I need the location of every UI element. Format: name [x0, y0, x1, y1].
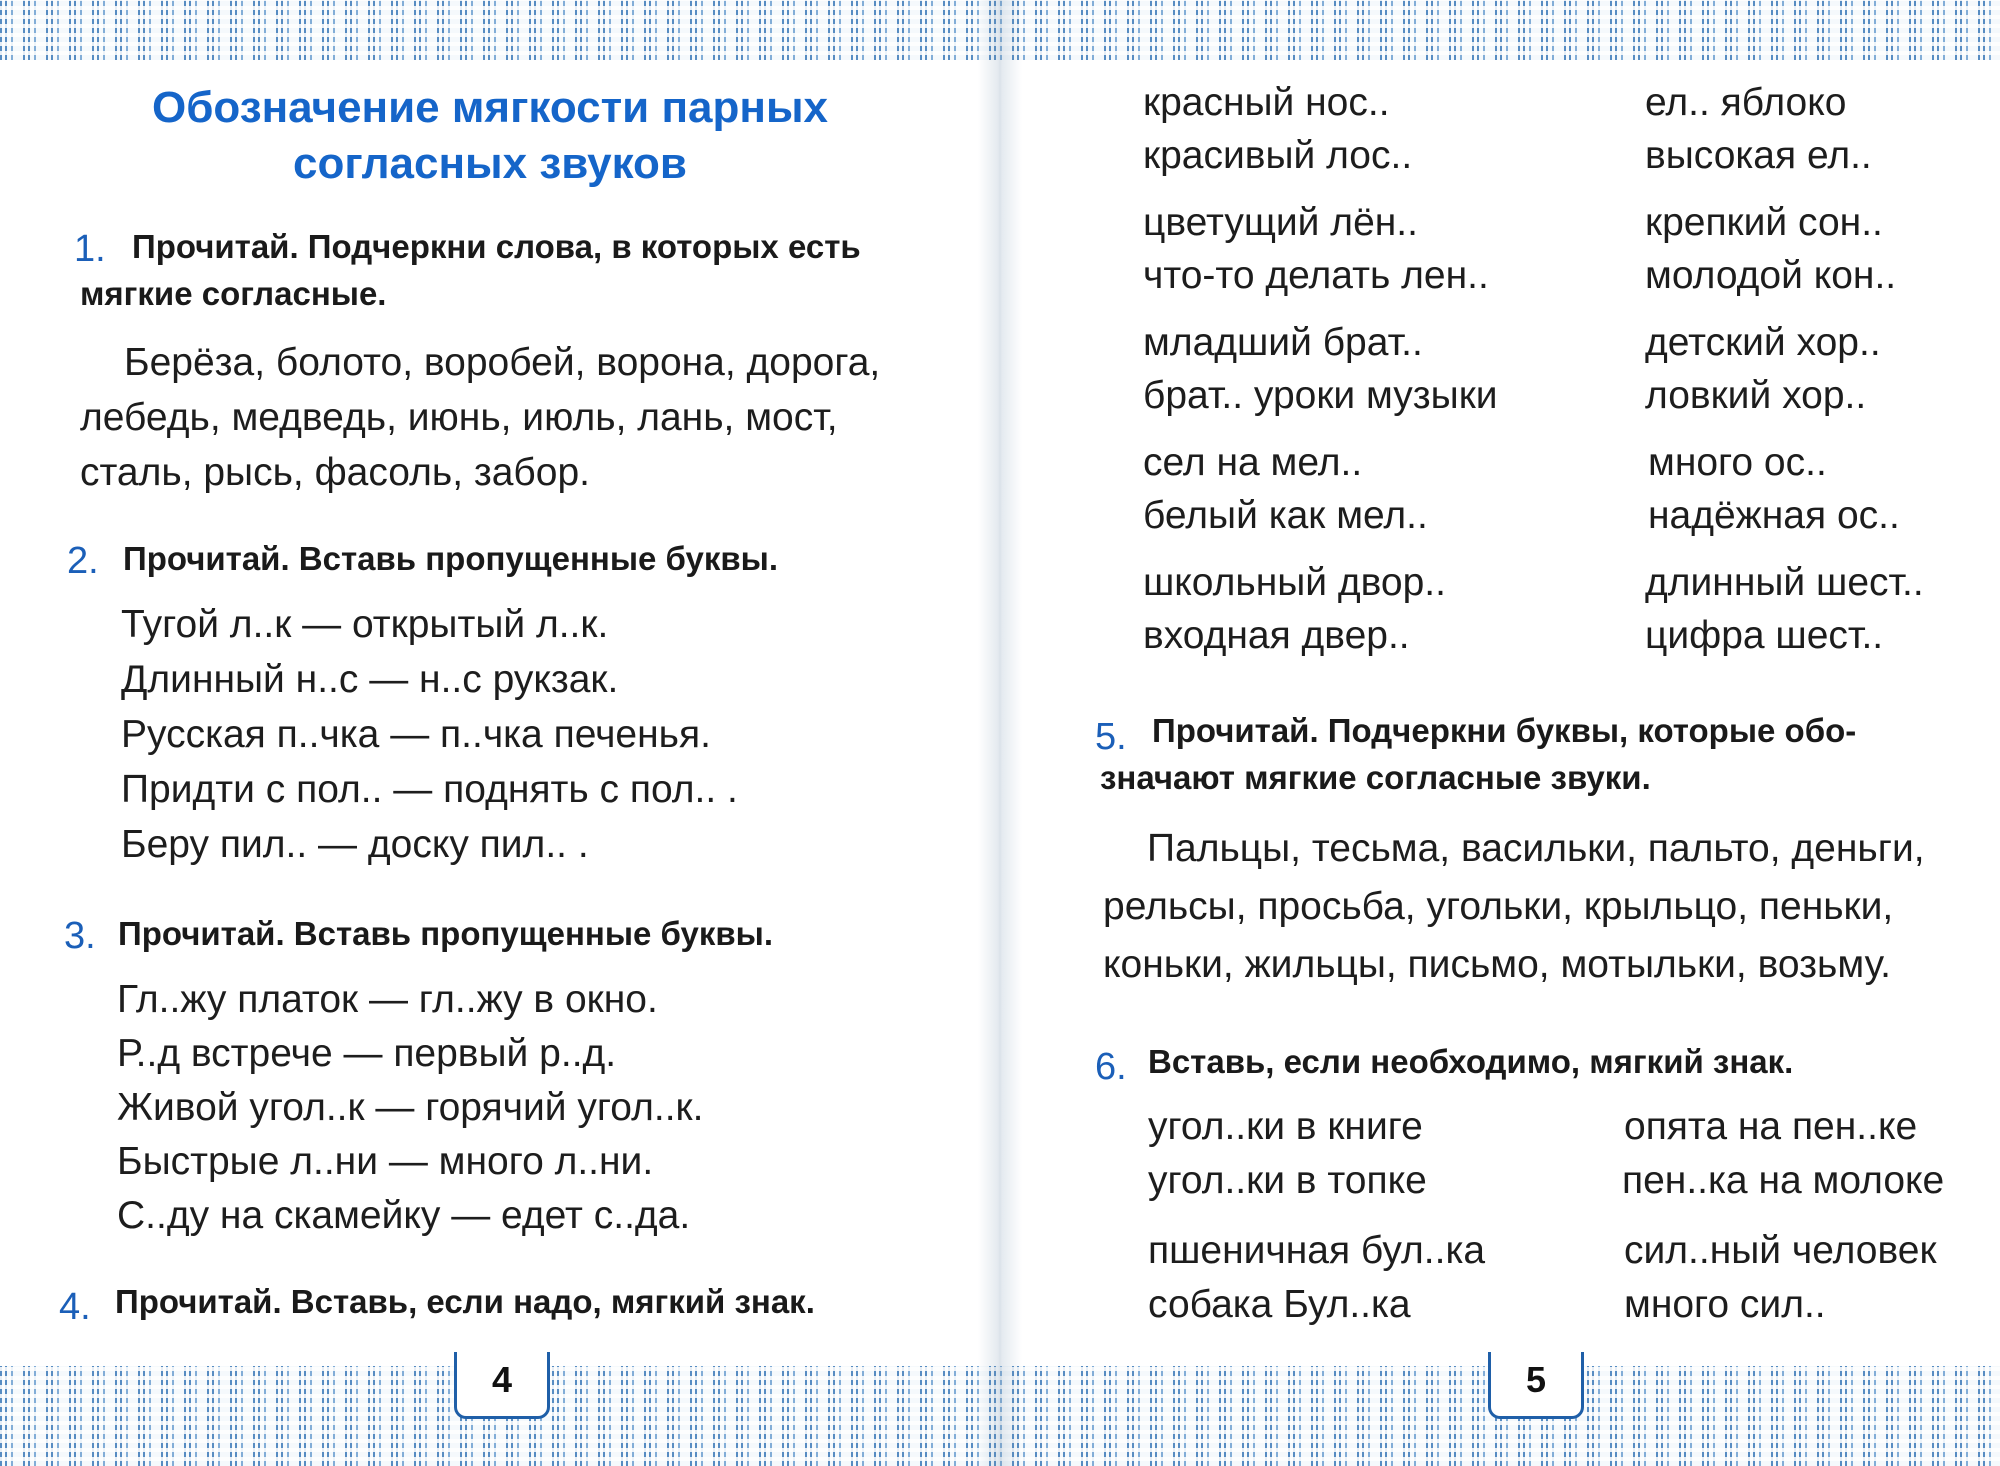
task-4-number: 4.: [59, 1286, 91, 1328]
task-5-text-line: рельсы, просьба, угольки, крыльцо, пеньки,: [1103, 885, 1894, 928]
task-3-line: Р..д встрече — первый р..д.: [117, 1032, 617, 1075]
task-2-line: Придти с пол.. — поднять с пол.. .: [121, 768, 738, 811]
task-5-text-line: коньки, жильцы, письмо, мотыльки, возьму.: [1103, 943, 1891, 986]
page-number-left: 4: [454, 1352, 550, 1419]
task-2-line: Русская п..чка — п..чка печенья.: [121, 713, 711, 756]
pair-right-word: высокая ел..: [1645, 134, 1872, 177]
pair-right-word: ловкий хор..: [1645, 374, 1867, 417]
task-5-text-line: Пальцы, тесьма, васильки, пальто, деньги,: [1147, 827, 1925, 870]
pair-left-word: цветущий лён..: [1143, 201, 1418, 244]
pair-right-word: детский хор..: [1645, 321, 1881, 364]
pair-left-word: сел на мел..: [1143, 441, 1363, 484]
task-6-right-word: много сил..: [1624, 1283, 1826, 1326]
task-1-text-line: лебедь, медведь, июнь, июль, лань, мост,: [80, 396, 838, 439]
task-3-line: С..ду на скамейку — едет с..да.: [117, 1194, 691, 1237]
task-2-line: Беру пил.. — доску пил.. .: [121, 823, 589, 866]
task-2-line: Тугой л..к — открытый л..к.: [121, 603, 609, 646]
task-1-instr-line1: Прочитай. Подчеркни слова, в которых есть: [132, 228, 861, 265]
title-line-1: Обозначение мягкости парных: [152, 83, 828, 132]
task-2-line: Длинный н..с — н..с рукзак.: [121, 658, 619, 701]
pair-left-word: что-то делать лен..: [1143, 254, 1489, 297]
task-6-number: 6.: [1095, 1046, 1127, 1088]
task-6-right-word: опята на пен..ке: [1624, 1105, 1918, 1148]
task-3-instruction: Прочитай. Вставь пропущенные буквы.: [118, 915, 773, 952]
task-6-left-word: угол..ки в топке: [1148, 1159, 1427, 1202]
page-title: [100, 80, 880, 192]
pair-right-word: молодой кон..: [1645, 254, 1897, 297]
task-2-number: 2.: [67, 540, 99, 582]
task-1-number: 1.: [74, 228, 106, 270]
pair-right-word: надёжная ос..: [1648, 494, 1900, 537]
pair-right-word: цифра шест..: [1645, 614, 1884, 657]
task-3-number: 3.: [64, 915, 96, 957]
pair-left-word: красный нос..: [1143, 81, 1390, 124]
task-4-instruction: Прочитай. Вставь, если надо, мягкий знак.: [115, 1283, 815, 1320]
pair-left-word: школьный двор..: [1143, 561, 1446, 604]
task-6-right-word: сил..ный человек: [1624, 1229, 1937, 1272]
pair-right-word: много ос..: [1648, 441, 1827, 484]
task-5-number: 5.: [1095, 716, 1127, 758]
task-3-line: Гл..жу платок — гл..жу в окно.: [117, 978, 658, 1021]
book-spine: [978, 0, 1022, 1466]
task-3-line: Быстрые л..ни — много л..ни.: [117, 1140, 654, 1183]
task-5-instr-line2: значают мягкие согласные звуки.: [1100, 759, 1651, 796]
task-6-instruction: Вставь, если необходимо, мягкий знак.: [1148, 1043, 1794, 1080]
task-6-left-word: пшеничная бул..ка: [1148, 1229, 1486, 1272]
task-5-instr-line1: Прочитай. Подчеркни буквы, которые обо-: [1152, 712, 1857, 749]
task-1-instruction: [80, 223, 960, 317]
task-2-instruction: Прочитай. Вставь пропущенные буквы.: [123, 540, 778, 577]
pair-left-word: младший брат..: [1143, 321, 1423, 364]
pair-left-word: красивый лос..: [1143, 134, 1413, 177]
pair-left-word: брат.. уроки музыки: [1143, 374, 1498, 417]
task-6-left-word: угол..ки в книге: [1148, 1105, 1423, 1148]
task-6-right-word: пен..ка на молоке: [1622, 1159, 1945, 1202]
title-line-2: согласных звуков: [293, 139, 687, 188]
task-6-left-word: собака Бул..ка: [1148, 1283, 1411, 1326]
task-1-text-line: сталь, рысь, фасоль, забор.: [80, 451, 590, 494]
pair-right-word: крепкий сон..: [1645, 201, 1883, 244]
task-3-line: Живой угол..к — горячий угол..к.: [117, 1086, 704, 1129]
pair-right-word: длинный шест..: [1645, 561, 1924, 604]
page-number-right: 5: [1488, 1352, 1584, 1419]
task-5-instruction: [1100, 707, 1960, 801]
task-1-instr-line2: мягкие согласные.: [80, 275, 387, 312]
pair-left-word: белый как мел..: [1143, 494, 1428, 537]
task-1-text-line: Берёза, болото, воробей, ворона, дорога,: [124, 341, 881, 384]
pair-right-word: ел.. яблоко: [1645, 81, 1847, 124]
pair-left-word: входная двер..: [1143, 614, 1410, 657]
